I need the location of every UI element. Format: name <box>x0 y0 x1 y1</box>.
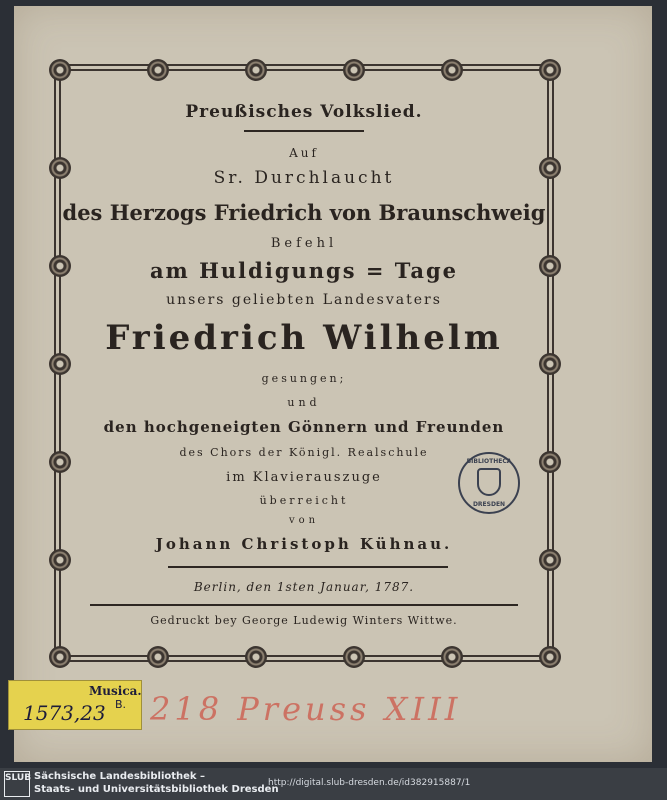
stamp-bottom-text: DRESDEN <box>472 501 506 508</box>
library-name-line2: Staats- und Universitätsbibliothek Dresden <box>34 784 279 795</box>
composer-name: Johann Christoph Kühnau. <box>155 535 453 553</box>
page-heading: Preußisches Volkslied. <box>185 102 423 122</box>
und-line: und <box>287 396 321 409</box>
slub-logo-icon[interactable]: SLUB <box>4 771 30 797</box>
auf-line: Auf <box>289 146 319 160</box>
landesvater-line: unsers geliebten Landesvaters <box>166 292 442 308</box>
composer-rule <box>168 566 448 568</box>
date-line: Berlin, den 1sten Januar, 1787. <box>193 580 415 594</box>
stamp-top-text: BIBLIOTHECA <box>466 458 512 465</box>
pencil-shelfmark: 218 Preuss XIII <box>150 690 462 728</box>
herzog-line: des Herzogs Friedrich von Braunschweig <box>62 200 546 225</box>
coat-of-arms-icon <box>477 468 501 496</box>
king-name: Friedrich Wilhelm <box>105 318 503 358</box>
shelf-collection: Musica. <box>89 684 142 698</box>
ueberreicht-line: überreicht <box>259 494 349 507</box>
heading-rule <box>244 130 364 132</box>
gesungen-line: gesungen; <box>261 372 347 385</box>
shelf-label <box>8 680 142 730</box>
huldigung-line: am Huldigungs = Tage <box>149 258 459 283</box>
imprint-rule <box>90 604 518 606</box>
durchlaucht-line: Sr. Durchlaucht <box>213 168 395 188</box>
library-stamp <box>458 452 520 514</box>
von-line: von <box>288 515 320 526</box>
library-name <box>34 770 279 796</box>
footer-bar <box>0 768 667 800</box>
klavier-line: im Klavierauszuge <box>226 470 382 485</box>
befehl-line: Befehl <box>270 236 338 251</box>
library-name-line1: Sächsische Landesbibliothek – <box>34 771 206 782</box>
shelf-letter: B. <box>115 698 127 711</box>
shelf-number: 1573,23 <box>23 701 106 725</box>
chor-line: des Chors der Königl. Realschule <box>179 446 429 459</box>
permalink[interactable]: http://digital.slub-dresden.de/id382915887/1 <box>268 778 471 788</box>
goenner-line: den hochgeneigten Gönnern und Freunden <box>103 418 505 436</box>
printer-line: Gedruckt bey George Ludewig Winters Wittwe. <box>150 614 458 627</box>
